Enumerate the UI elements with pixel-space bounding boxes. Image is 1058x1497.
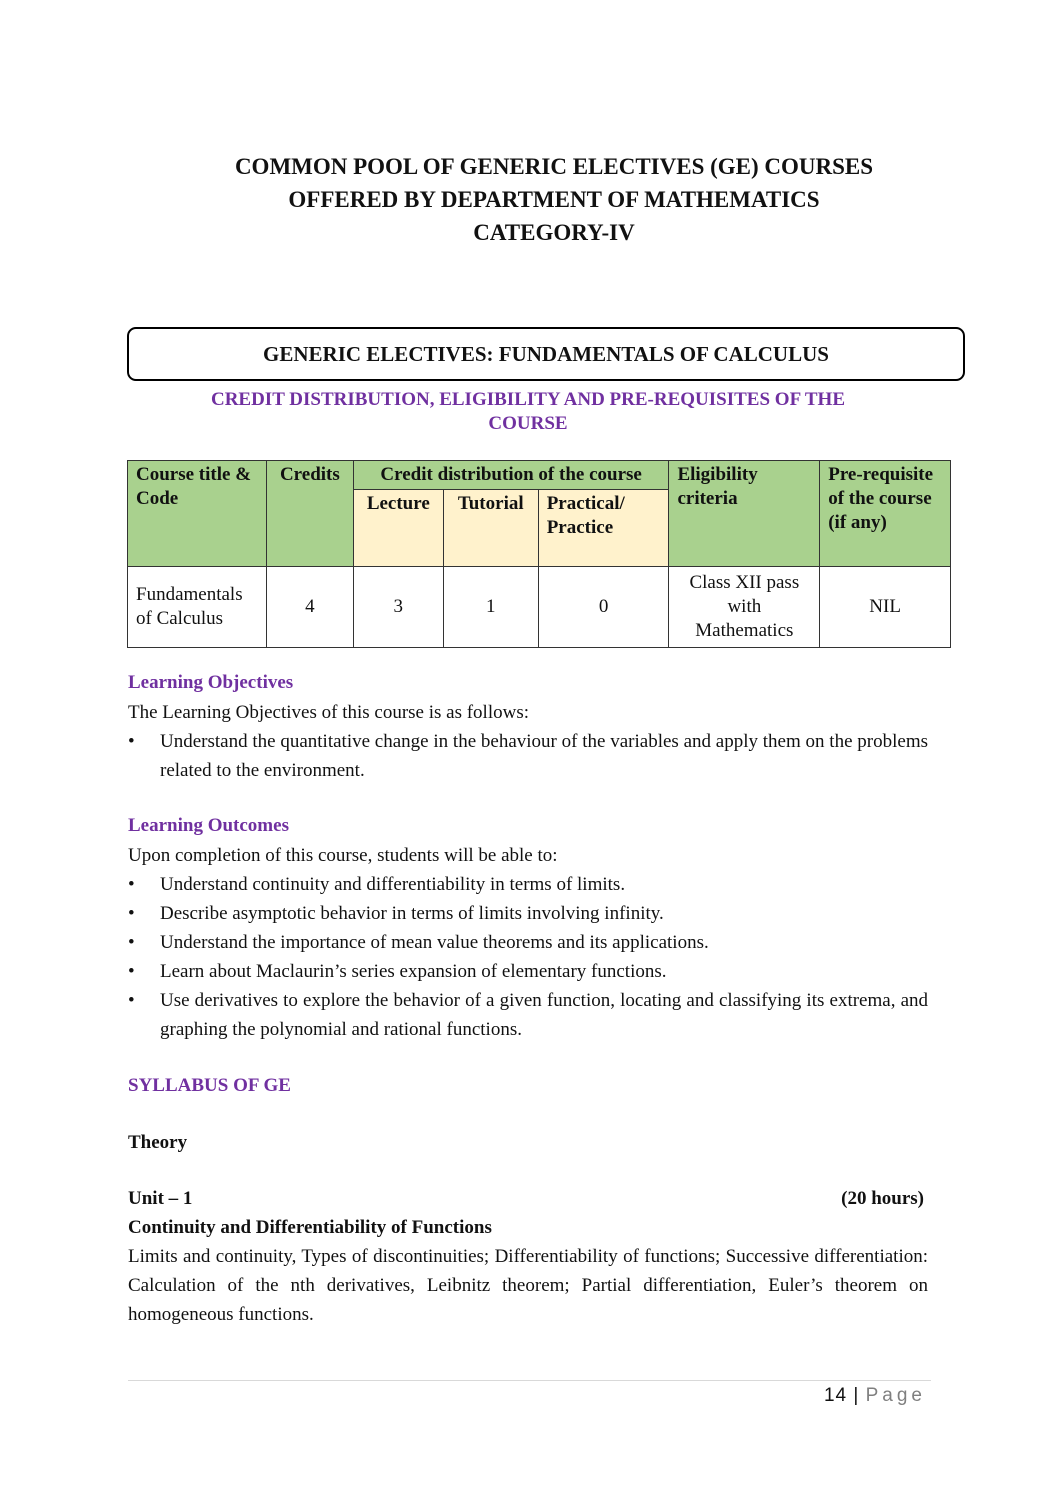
- footer-divider: [128, 1380, 931, 1381]
- header-credits: Credits: [266, 461, 353, 567]
- bullet-icon: •: [128, 961, 135, 982]
- list-item-text: Understand the importance of mean value theorems and its applications.: [160, 932, 709, 953]
- bullet-icon: •: [128, 903, 135, 924]
- credit-heading: [128, 388, 928, 436]
- learning-outcomes-heading: Learning Outcomes: [128, 815, 289, 836]
- header-lecture: Lecture: [353, 490, 443, 567]
- ge-title: GENERIC ELECTIVES: FUNDAMENTALS OF CALCULUS: [263, 341, 829, 366]
- credit-table: [127, 460, 951, 648]
- header-practical: Practical/ Practice: [538, 490, 669, 567]
- cell-lecture: 3: [353, 567, 443, 648]
- learning-objectives-heading: Learning Objectives: [128, 672, 294, 693]
- list-item: [128, 957, 928, 986]
- unit-1-body: Limits and continuity, Types of discontinuities; Differentiability of functions; Successive differentiation: Calculation of the nth derivatives, Leibnitz theorem; Partial differentiation, Euler’s theorem on homogeneous functions.: [128, 1246, 928, 1325]
- page-separator: |: [853, 1385, 860, 1406]
- ge-title-box: [127, 327, 965, 381]
- list-item: [128, 727, 928, 785]
- title-line-2: OFFERED BY DEPARTMENT OF MATHEMATICS: [288, 187, 820, 212]
- page-footer: [824, 1385, 926, 1407]
- credit-heading-line-1: CREDIT DISTRIBUTION, ELIGIBILITY AND PRE-REQUISITES OF THE: [210, 389, 846, 410]
- learning-outcomes-list: [128, 870, 928, 1044]
- list-item-text: Understand the quantitative change in the behaviour of the variables and apply them on the problems related to the environment.: [160, 731, 928, 781]
- cell-credits: 4: [266, 567, 353, 648]
- learning-outcomes-intro: Upon completion of this course, students will be able to:: [128, 845, 558, 866]
- cell-eligibility: Class XII pass with Mathematics: [669, 567, 820, 648]
- header-credit-distribution: Credit distribution of the course: [353, 461, 669, 490]
- unit-1-title: Continuity and Differentiability of Functions: [128, 1217, 492, 1238]
- list-item: [128, 928, 928, 957]
- cell-prerequisite: NIL: [820, 567, 951, 648]
- page-label: Page: [865, 1385, 926, 1406]
- header-course-title: [128, 461, 267, 567]
- header-tutorial: Tutorial: [443, 490, 538, 567]
- cell-practical: 0: [538, 567, 669, 648]
- theory-heading: Theory: [128, 1132, 188, 1153]
- list-item-text: Learn about Maclaurin’s series expansion of elementary functions.: [160, 961, 667, 982]
- syllabus-heading: SYLLABUS OF GE: [128, 1075, 291, 1096]
- table-row: [128, 567, 951, 648]
- unit-1-hours: (20 hours): [841, 1188, 924, 1209]
- bullet-icon: •: [128, 932, 135, 953]
- header-course-title-text: Course title & Code: [136, 464, 252, 509]
- unit-1-label: Unit – 1: [128, 1188, 193, 1209]
- document-title: [128, 150, 980, 249]
- header-prerequisite: Pre-requisite of the course (if any): [820, 461, 951, 567]
- bullet-icon: •: [128, 874, 135, 895]
- cell-tutorial: 1: [443, 567, 538, 648]
- bullet-icon: •: [128, 990, 135, 1011]
- list-item-text: Describe asymptotic behavior in terms of limits involving infinity.: [160, 903, 664, 924]
- title-line-3: CATEGORY-IV: [473, 220, 635, 245]
- bullet-icon: •: [128, 731, 135, 752]
- table-header-row-1: [128, 461, 951, 490]
- page-number: 14: [823, 1385, 848, 1406]
- list-item: [128, 870, 928, 899]
- learning-objectives-list: [128, 727, 928, 785]
- list-item: [128, 986, 928, 1044]
- list-item-text: Use derivatives to explore the behavior of a given function, locating and classifying its extrema, and graphing the polynomial and rational functions.: [160, 990, 928, 1040]
- credit-heading-line-2: COURSE: [488, 413, 568, 434]
- unit-1-header: [128, 1188, 924, 1210]
- header-eligibility: Eligibility criteria: [669, 461, 820, 567]
- list-item-text: Understand continuity and differentiability in terms of limits.: [160, 874, 626, 895]
- cell-course: Fundamentals of Calculus: [128, 567, 267, 648]
- list-item: [128, 899, 928, 928]
- learning-objectives-intro: The Learning Objectives of this course is as follows:: [128, 702, 530, 723]
- title-line-1: COMMON POOL OF GENERIC ELECTIVES (GE) COURSES: [234, 154, 874, 179]
